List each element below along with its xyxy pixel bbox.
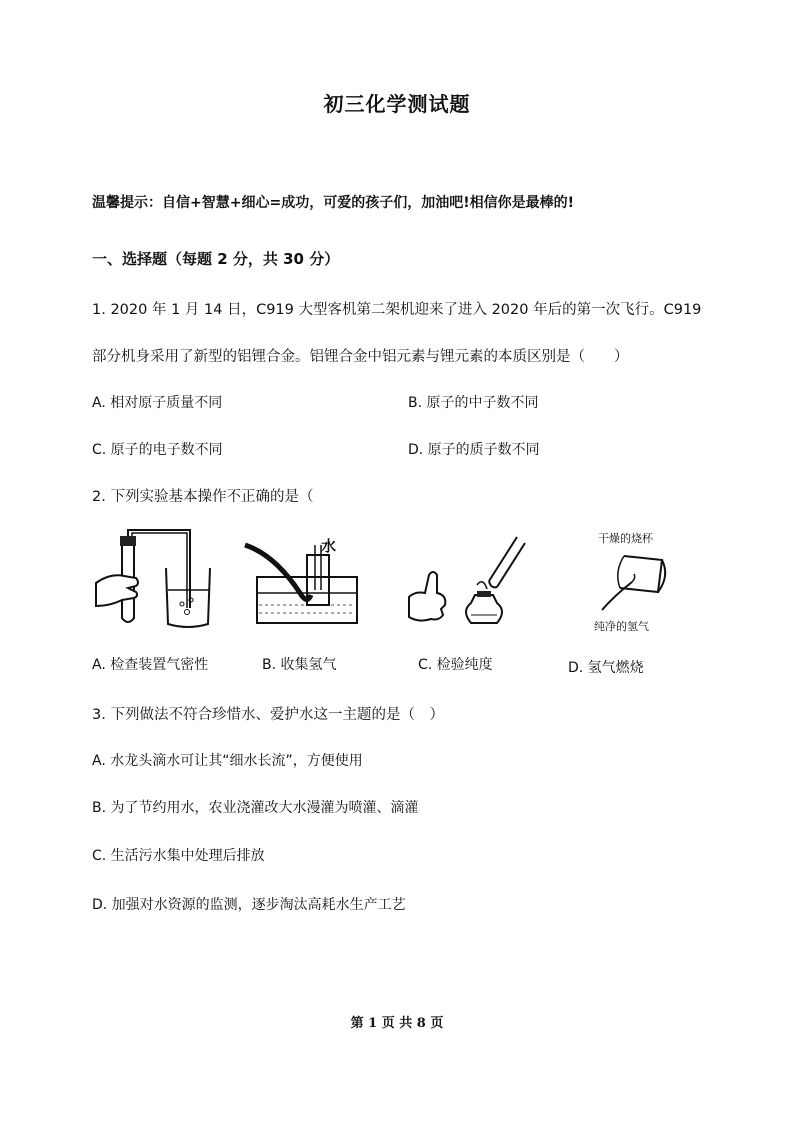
q1-stem-line1: 1. 2020 年 1 月 14 日，C919 大型客机第二架机迎来了进入 2020 年后的第一次飞行。C919 bbox=[92, 302, 702, 318]
figure-c-purity-test bbox=[405, 535, 535, 635]
q2-option-a: A. 检查装置气密性 bbox=[92, 657, 209, 673]
figure-d-hydrogen-burning bbox=[580, 526, 710, 636]
figure-b-collect-hydrogen bbox=[245, 535, 365, 635]
section-heading: 一、选择题（每题 2 分，共 30 分） bbox=[92, 250, 340, 268]
page-title: 初三化学测试题 bbox=[323, 92, 471, 116]
q2-option-c: C. 检验纯度 bbox=[418, 657, 493, 673]
q1-option-a: A. 相对原子质量不同 bbox=[92, 395, 223, 411]
q3-stem: 3. 下列做法不符合珍惜水、爱护水这一主题的是（ ） bbox=[92, 707, 444, 723]
q3-option-a: A. 水龙头滴水可让其“细水长流”，方便使用 bbox=[92, 753, 363, 769]
q2-stem: 2. 下列实验基本操作不正确的是（ bbox=[92, 489, 314, 505]
q3-option-c: C. 生活污水集中处理后排放 bbox=[92, 848, 265, 864]
figure-a-airtightness bbox=[92, 528, 212, 633]
q1-option-d: D. 原子的质子数不同 bbox=[408, 442, 540, 458]
page-footer: 第 1 页 共 8 页 bbox=[350, 1016, 444, 1031]
q1-option-c: C. 原子的电子数不同 bbox=[92, 442, 223, 458]
q1-stem-line2: 部分机身采用了新型的铝锂合金。铝锂合金中铝元素与锂元素的本质区别是（ ） bbox=[92, 349, 629, 365]
water-label: 水 bbox=[321, 537, 337, 555]
dry-beaker-label: 干燥的烧杯 bbox=[598, 532, 653, 545]
q3-option-b: B. 为了节约用水，农业浇灌改大水漫灌为喷灌、滴灌 bbox=[92, 800, 419, 816]
tip-text: 温馨提示：自信+智慧+细心=成功，可爱的孩子们，加油吧!相信你是最棒的! bbox=[92, 195, 574, 211]
pure-hydrogen-label: 纯净的氢气 bbox=[594, 620, 649, 633]
q2-option-d: D. 氢气燃烧 bbox=[568, 660, 644, 676]
q3-option-d: D. 加强对水资源的监测，逐步淘汰高耗水生产工艺 bbox=[92, 897, 406, 913]
q1-option-b: B. 原子的中子数不同 bbox=[408, 395, 539, 411]
q2-option-b: B. 收集氢气 bbox=[262, 657, 337, 673]
